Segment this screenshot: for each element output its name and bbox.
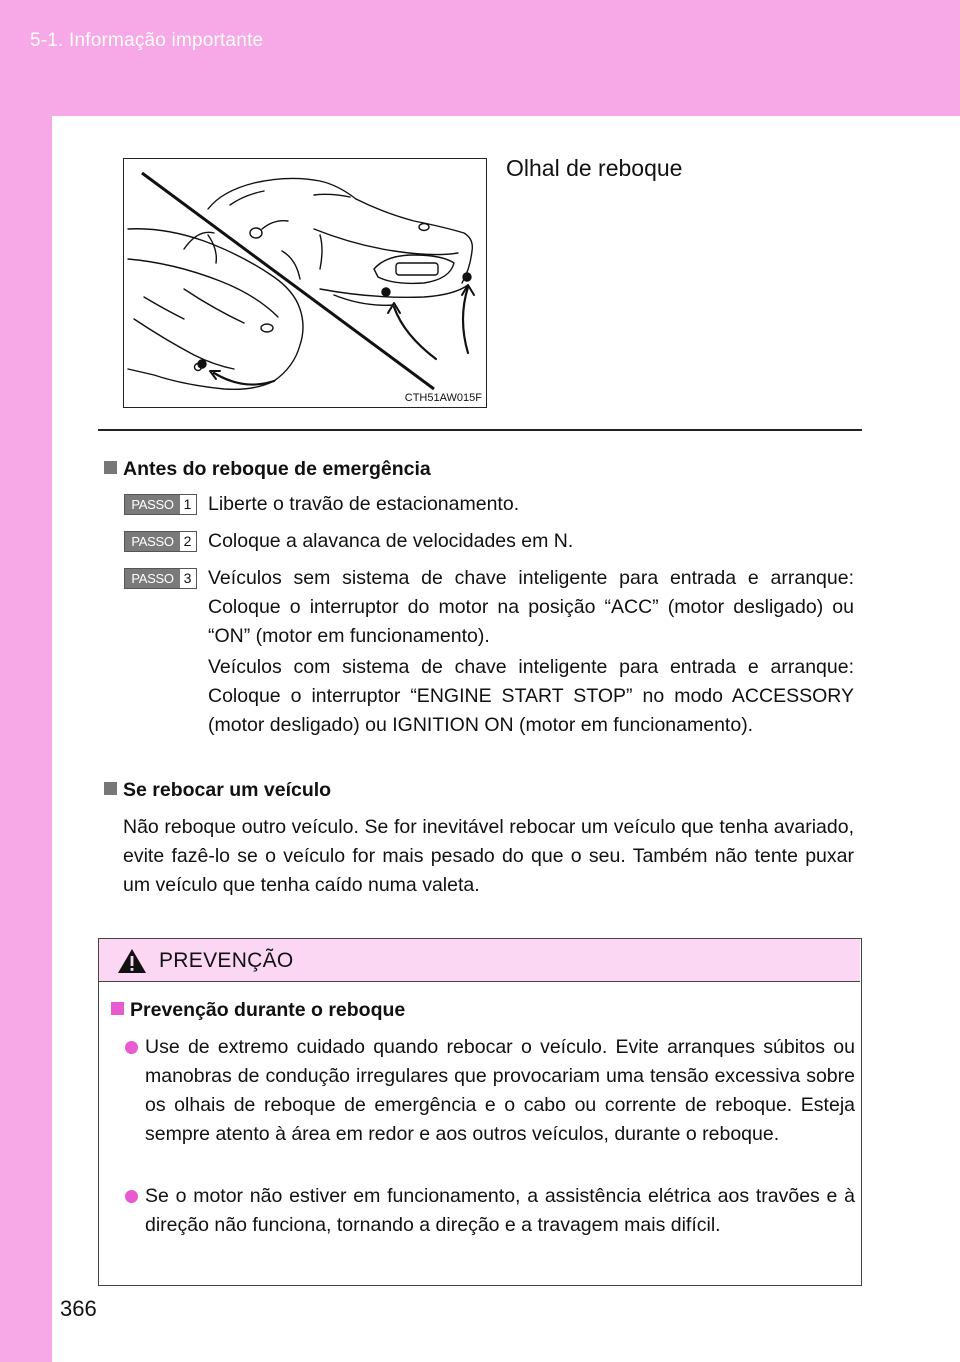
warning-title: PREVENÇÃO xyxy=(159,949,294,972)
warning-subtitle: Prevenção durante o reboque xyxy=(111,999,405,1022)
page-header xyxy=(0,0,960,116)
step-1-badge: PASSO 1 xyxy=(124,494,197,515)
step-3-badge: PASSO 3 xyxy=(124,568,197,589)
step-3-text: Veículos sem sistema de chave inteligente para entrada e arranque: Coloque o interruptor do motor na posição “ACC” (motor desligado) ou “ON” (motor em funcionamento). xyxy=(208,567,854,647)
tow-eyelet-label: Olhal de reboque xyxy=(506,155,683,181)
side-strip xyxy=(0,116,52,1362)
tow-eyelet-illustration xyxy=(123,158,487,408)
towing-vehicle-text: Não reboque outro veículo. Se for inevitável rebocar um veículo que tenha avariado, evite fazê-lo se o veículo for mais pesado do que o seu. Também não tente puxar um veículo que tenha caído numa valeta. xyxy=(123,816,854,896)
square-bullet-icon xyxy=(111,1002,124,1015)
square-bullet-icon xyxy=(104,782,117,795)
round-bullet-icon xyxy=(125,1041,138,1054)
round-bullet-icon xyxy=(125,1190,138,1203)
step-3-text-smart-key: Veículos com sistema de chave inteligente para entrada e arranque: Coloque o interruptor “ENGINE START STOP” no modo ACCESSORY (motor desligado) ou IGNITION ON (motor em funcionamento). xyxy=(208,656,854,736)
page-number: 366 xyxy=(60,1296,97,1321)
chapter-title: 5-1. Informação importante xyxy=(30,30,264,51)
step-2-badge: PASSO 2 xyxy=(124,531,197,552)
step-2-text: Coloque a alavanca de velocidades em N. xyxy=(208,530,574,552)
car-drawing xyxy=(124,159,488,409)
warning-bullet-2: Se o motor não estiver em funcionamento, a assistência elétrica aos travões e à direção não funciona, tornando a direção e a travagem mais difícil. xyxy=(145,1185,855,1236)
warning-box xyxy=(98,938,862,1286)
section-towing-vehicle-heading: Se rebocar um veículo xyxy=(104,779,331,802)
section-emergency-towing-heading: Antes do reboque de emergência xyxy=(104,458,431,481)
warning-triangle-icon xyxy=(117,948,147,974)
section-divider xyxy=(98,429,862,431)
step-1-text: Liberte o travão de estacionamento. xyxy=(208,493,520,515)
figure-code: CTH51AW015F xyxy=(404,392,482,404)
warning-header xyxy=(99,939,860,982)
warning-bullet-1: Use de extremo cuidado quando rebocar o veículo. Evite arranques súbitos ou manobras de condução irregulares que provocariam uma tensão excessiva sobre os olhais de reboque de emergência e o cabo ou corrente de reboque. Esteja sempre atento à área em redor e aos outros veículos, durante o reboque. xyxy=(145,1036,855,1145)
square-bullet-icon xyxy=(104,461,117,474)
